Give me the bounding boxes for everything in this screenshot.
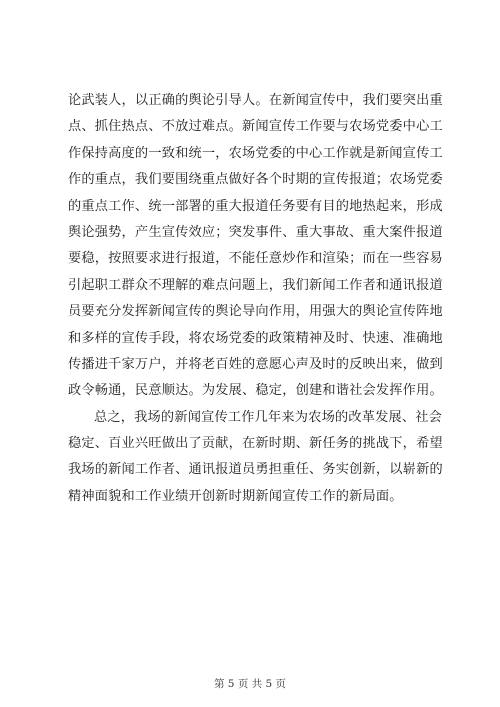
text-line: 作的重点，我们要围绕重点做好各个时期的宣传报道；农场党委 <box>68 172 443 188</box>
text-line: 传播进千家万户，并将老百姓的意愿心声及时的反映出来，做到 <box>68 356 443 372</box>
text-line: 引起职工群众不理解的难点问题上，我们新闻工作者和通讯报道 <box>68 277 443 293</box>
text-line: 论武装人，以正确的舆论引导人。在新闻宣传中，我们要突出重 <box>68 93 443 108</box>
text-line: 和多样的宣传手段，将农场党委的政策精神及时、快速、准确地 <box>68 330 443 346</box>
text-line: 精神面貌和工作业绩开创新时期新闻宣传工作的新局面。 <box>68 488 403 504</box>
page-number-footer: 第 5 页 共 5 页 <box>213 678 287 690</box>
text-line: 的重点工作、统一部署的重大报道任务要有目的地热起来，形成 <box>68 198 443 214</box>
text-line: 我场的新闻工作者、通讯报道员勇担重任、务实创新，以崭新的 <box>68 462 443 478</box>
document-body <box>68 88 443 510</box>
text-line: 舆论强势，产生宣传效应；突发事件、重大事故、重大案件报道 <box>68 224 443 240</box>
text-line: 员要充分发挥新闻宣传的舆论导向作用，用强大的舆论宣传阵地 <box>68 304 443 320</box>
paragraph-1 <box>68 88 443 405</box>
text-line: 稳定、百业兴旺做出了贡献，在新时期、新任务的挑战下，希望 <box>68 436 443 452</box>
text-line: 总之，我场的新闻宣传工作几年来为农场的改革发展、社会 <box>94 409 443 425</box>
text-line: 政令畅通，民意顺达。为发展、稳定，创建和谐社会发挥作用。 <box>68 383 443 399</box>
text-line: 点、抓住热点、不放过难点。新闻宣传工作要与农场党委中心工 <box>68 119 443 135</box>
text-line: 要稳，按照要求进行报道，不能任意炒作和渲染；而在一些容易 <box>68 251 443 267</box>
text-line: 作保持高度的一致和统一，农场党委的中心工作就是新闻宣传工 <box>68 145 443 161</box>
paragraph-2 <box>68 405 443 511</box>
